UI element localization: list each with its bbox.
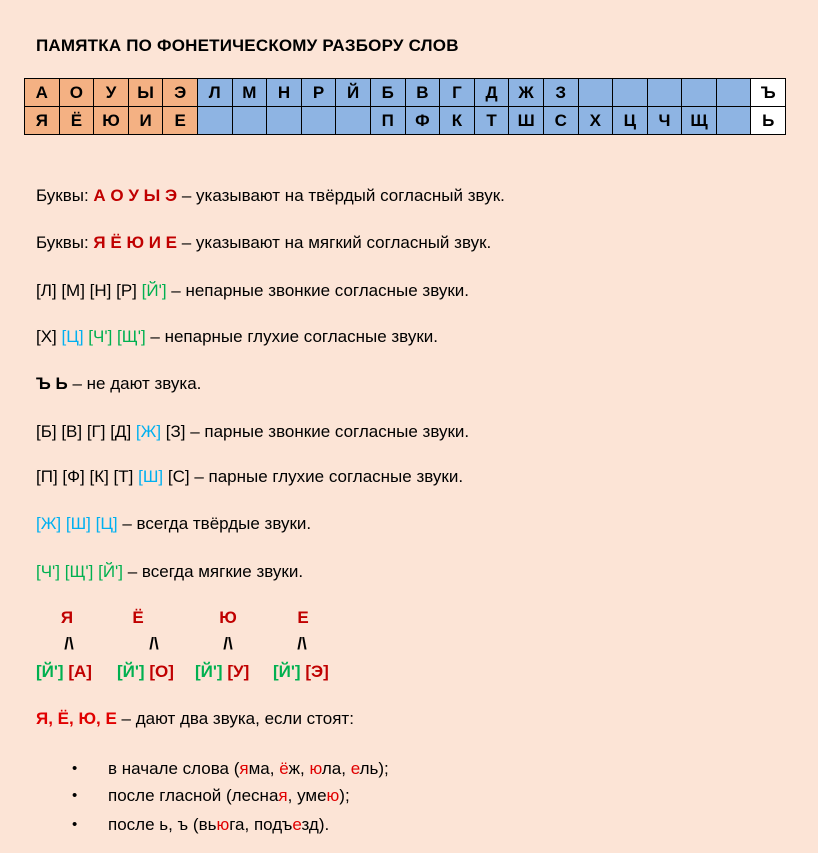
letter-cell: Ю bbox=[94, 107, 129, 135]
highlight-letter: ё bbox=[279, 759, 289, 778]
rule-text: – непарные звонкие согласные звуки. bbox=[166, 281, 470, 300]
letter-cell: Р bbox=[301, 79, 336, 107]
list-item bbox=[108, 786, 350, 806]
rule-prefix: Буквы: bbox=[36, 233, 94, 252]
diagram-letter: Ю bbox=[219, 608, 237, 627]
rule-always-hard bbox=[36, 514, 311, 534]
letter-cell bbox=[716, 79, 751, 107]
rule-hard bbox=[36, 186, 505, 206]
sound-a: [А] bbox=[68, 662, 92, 681]
letters-table bbox=[24, 78, 786, 135]
item-text: ); bbox=[339, 786, 350, 805]
item-text: в начале слова ( bbox=[108, 759, 240, 778]
letter-cell: Х bbox=[578, 107, 613, 135]
item-text: после гласной (лесна bbox=[108, 786, 279, 805]
item-text: зд). bbox=[301, 815, 330, 834]
letter-cell bbox=[682, 79, 717, 107]
sounds: [П] [Ф] [К] [Т] bbox=[36, 467, 139, 486]
letter-cell: К bbox=[440, 107, 475, 135]
sound-ts: [Ц] bbox=[61, 327, 84, 346]
sound-shch: [Щ'] bbox=[117, 327, 146, 346]
letter-cell: Л bbox=[197, 79, 232, 107]
letter-cell: З bbox=[543, 79, 578, 107]
letter-cell bbox=[232, 107, 267, 135]
letter-cell: Я bbox=[25, 107, 60, 135]
table-row-2 bbox=[25, 107, 786, 135]
diagram-pair bbox=[36, 662, 92, 682]
letter-cell: О bbox=[59, 79, 94, 107]
letter-cell: Э bbox=[163, 79, 198, 107]
diagram-branch: /\ bbox=[149, 634, 159, 653]
rule-text: – указывают на твёрдый согласный звук. bbox=[177, 186, 505, 205]
letter-cell: А bbox=[25, 79, 60, 107]
letter-cell: Ь bbox=[751, 107, 786, 135]
diagram-letter: Я bbox=[60, 608, 74, 627]
sound-j: [Й'] bbox=[36, 662, 64, 681]
highlight-letter: е bbox=[292, 815, 302, 834]
letter-cell bbox=[613, 79, 648, 107]
item-text: ж, bbox=[288, 759, 310, 778]
table-row-1 bbox=[25, 79, 786, 107]
rule-text: – указывают на мягкий согласный звук. bbox=[177, 233, 492, 252]
item-text: ль); bbox=[359, 759, 389, 778]
sound-x: [Х] bbox=[36, 327, 62, 346]
letter-cell: Ц bbox=[613, 107, 648, 135]
highlight-letter: я bbox=[278, 786, 288, 805]
letter-cell: В bbox=[405, 79, 440, 107]
rule-text: – дают два звука, если стоят: bbox=[116, 709, 354, 728]
rule-text: – всегда мягкие звуки. bbox=[123, 562, 304, 581]
rule-text: – не дают звука. bbox=[67, 374, 202, 393]
letter-cell: Ы bbox=[128, 79, 163, 107]
soft-letters: Я Ё Ю И Е bbox=[93, 233, 177, 252]
highlight-letter: ю bbox=[309, 759, 322, 778]
letter-cell bbox=[301, 107, 336, 135]
sounds: [Л] [М] [Н] [Р] bbox=[36, 281, 142, 300]
sound-s: [С] bbox=[163, 467, 190, 486]
letter-cell: Ф bbox=[405, 107, 440, 135]
diagram-pair bbox=[195, 662, 249, 682]
soft-sounds: [Ч'] [Щ'] [Й'] bbox=[36, 562, 124, 581]
letter-cell: Т bbox=[474, 107, 509, 135]
sound-j: [Й'] bbox=[117, 662, 145, 681]
list-item bbox=[108, 759, 389, 779]
sound-ch: [Ч'] bbox=[88, 327, 113, 346]
letter-cell: С bbox=[543, 107, 578, 135]
two-sound-letters: Я, Ё, Ю, Е bbox=[36, 709, 117, 728]
sound-j: [Й'] bbox=[141, 281, 167, 300]
letter-cell bbox=[578, 79, 613, 107]
rule-prefix: Буквы: bbox=[36, 186, 94, 205]
letter-cell: Н bbox=[267, 79, 302, 107]
letter-cell bbox=[647, 79, 682, 107]
rule-voiced-unpaired bbox=[36, 281, 469, 301]
bullet-icon: • bbox=[72, 816, 78, 833]
item-text: ма, bbox=[248, 759, 280, 778]
letter-cell: Е bbox=[163, 107, 198, 135]
rule-text: – парные звонкие согласные звуки. bbox=[185, 422, 470, 441]
rule-text: – парные глухие согласные звуки. bbox=[189, 467, 464, 486]
sound-u: [У] bbox=[227, 662, 250, 681]
sound-z: [З] bbox=[161, 422, 186, 441]
highlight-letter: ю bbox=[326, 786, 340, 805]
bullet-icon: • bbox=[72, 787, 78, 804]
sign-letters: Ъ Ь bbox=[36, 374, 68, 393]
diagram-letter: Е bbox=[297, 608, 309, 627]
sound-zh: [Ж] bbox=[135, 422, 162, 441]
bullet-icon: • bbox=[72, 760, 78, 777]
highlight-letter: е bbox=[350, 759, 360, 778]
list-item bbox=[108, 815, 329, 835]
rule-text: – всегда твёрдые звуки. bbox=[117, 514, 312, 533]
letter-cell: И bbox=[128, 107, 163, 135]
rule-two-sounds bbox=[36, 709, 354, 729]
diagram-pair bbox=[117, 662, 174, 682]
rule-voiceless-paired bbox=[36, 467, 463, 487]
letter-cell: Г bbox=[440, 79, 475, 107]
rule-voiced-paired bbox=[36, 422, 469, 442]
letter-cell: П bbox=[370, 107, 405, 135]
letter-cell bbox=[336, 107, 371, 135]
letter-cell: Ъ bbox=[751, 79, 786, 107]
letter-cell: Ш bbox=[509, 107, 544, 135]
rule-soft bbox=[36, 233, 491, 253]
letter-cell bbox=[716, 107, 751, 135]
diagram-branch: /\ bbox=[223, 634, 233, 653]
sounds: [Б] [В] [Г] [Д] bbox=[36, 422, 136, 441]
page-title: ПАМЯТКА ПО ФОНЕТИЧЕСКОМУ РАЗБОРУ СЛОВ bbox=[36, 36, 459, 55]
rule-voiceless-unpaired bbox=[36, 327, 438, 347]
letter-cell bbox=[267, 107, 302, 135]
diagram-branch: /\ bbox=[64, 634, 74, 653]
letter-cell: Щ bbox=[682, 107, 717, 135]
item-text: ла, bbox=[321, 759, 351, 778]
rule-always-soft bbox=[36, 562, 303, 582]
diagram-branch: /\ bbox=[297, 634, 307, 653]
letter-cell: М bbox=[232, 79, 267, 107]
hard-letters: А О У Ы Э bbox=[93, 186, 178, 205]
highlight-letter: ю bbox=[216, 815, 230, 834]
sound-j: [Й'] bbox=[273, 662, 301, 681]
letter-cell: Ч bbox=[647, 107, 682, 135]
hard-sounds: [Ж] [Ш] [Ц] bbox=[36, 514, 118, 533]
sound-e: [Э] bbox=[305, 662, 329, 681]
item-text: , уме bbox=[287, 786, 327, 805]
diagram-letter: Ё bbox=[132, 608, 144, 627]
rule-text: – непарные глухие согласные звуки. bbox=[145, 327, 438, 346]
sound-o: [О] bbox=[149, 662, 174, 681]
item-text: га, подъ bbox=[229, 815, 293, 834]
letter-cell bbox=[197, 107, 232, 135]
sound-j: [Й'] bbox=[195, 662, 223, 681]
letter-cell: Ё bbox=[59, 107, 94, 135]
highlight-letter: я bbox=[239, 759, 249, 778]
rule-signs bbox=[36, 374, 201, 394]
letter-cell: У bbox=[94, 79, 129, 107]
letter-cell: Б bbox=[370, 79, 405, 107]
letter-cell: Ж bbox=[509, 79, 544, 107]
item-text: после ь, ъ (вь bbox=[108, 815, 217, 834]
diagram-pair bbox=[273, 662, 329, 682]
letter-cell: Д bbox=[474, 79, 509, 107]
sound-sh: [Ш] bbox=[138, 467, 164, 486]
letter-cell: Й bbox=[336, 79, 371, 107]
